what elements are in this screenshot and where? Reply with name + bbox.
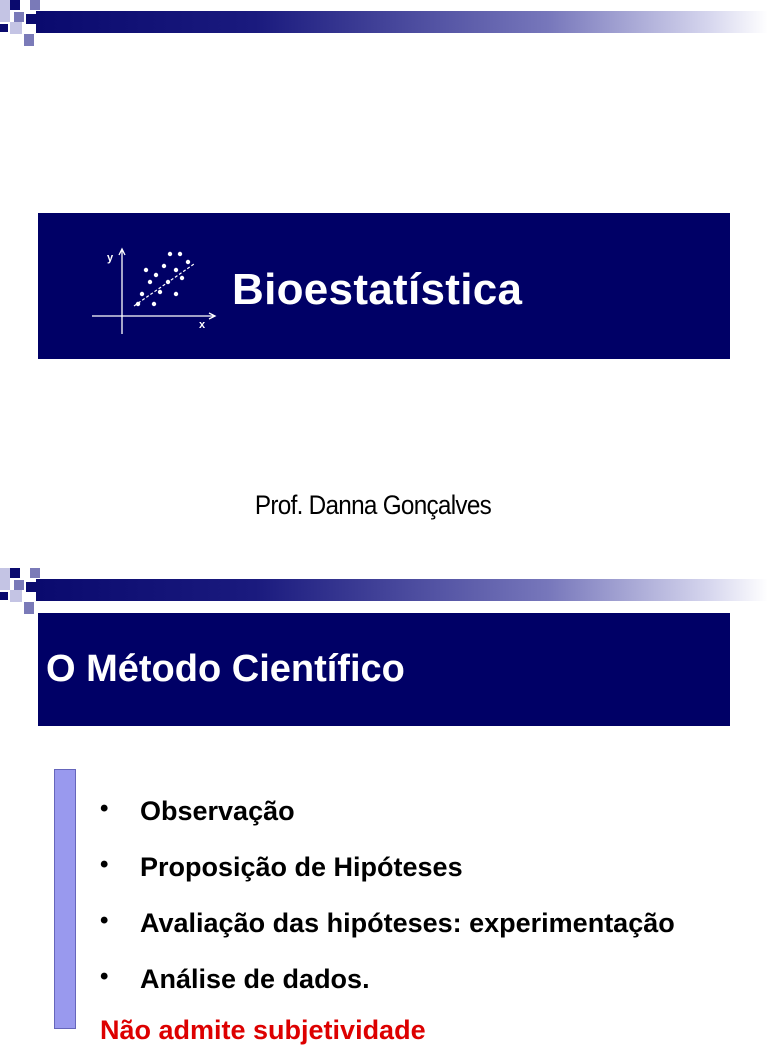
gradient-bar bbox=[36, 11, 768, 33]
deco-square bbox=[0, 592, 8, 600]
list-item: • Proposição de Hipóteses bbox=[100, 846, 675, 902]
deco-square bbox=[30, 568, 40, 578]
deco-square bbox=[10, 590, 22, 602]
axis-label-x: x bbox=[199, 319, 206, 331]
list-item: • Observação bbox=[100, 790, 675, 846]
bullet-list bbox=[100, 790, 675, 1014]
deco-square bbox=[10, 0, 20, 10]
slide-title: Bioestatística bbox=[232, 265, 523, 314]
deco-square bbox=[10, 568, 20, 578]
deco-square bbox=[10, 22, 22, 34]
deco-square bbox=[14, 12, 24, 22]
list-item: • Avaliação das hipóteses: experimentação bbox=[100, 902, 675, 958]
deco-square bbox=[0, 10, 10, 22]
decorative-header-strip bbox=[0, 568, 768, 618]
accent-side-bar bbox=[54, 769, 76, 1029]
gradient-bar bbox=[36, 579, 768, 601]
deco-square bbox=[26, 14, 36, 24]
slide-title: O Método Científico bbox=[46, 648, 405, 690]
deco-square bbox=[26, 582, 36, 592]
author-name: Prof. Danna Gonçalves bbox=[254, 490, 492, 520]
deco-square bbox=[0, 0, 10, 10]
deco-square bbox=[24, 602, 34, 614]
deco-square bbox=[24, 34, 34, 46]
partial-red-statement: Não admite subjetividade bbox=[100, 1015, 426, 1045]
deco-square bbox=[0, 568, 10, 578]
title-box bbox=[38, 613, 730, 726]
list-item: • Análise de dados. bbox=[100, 958, 675, 1014]
decorative-header-strip bbox=[0, 0, 768, 50]
deco-square bbox=[30, 0, 40, 10]
scatter-plot-icon bbox=[90, 246, 218, 338]
deco-square bbox=[0, 24, 8, 32]
deco-square bbox=[0, 578, 10, 590]
slide-2 bbox=[0, 568, 768, 1045]
deco-square bbox=[14, 580, 24, 590]
axis-label-y: y bbox=[107, 252, 114, 264]
